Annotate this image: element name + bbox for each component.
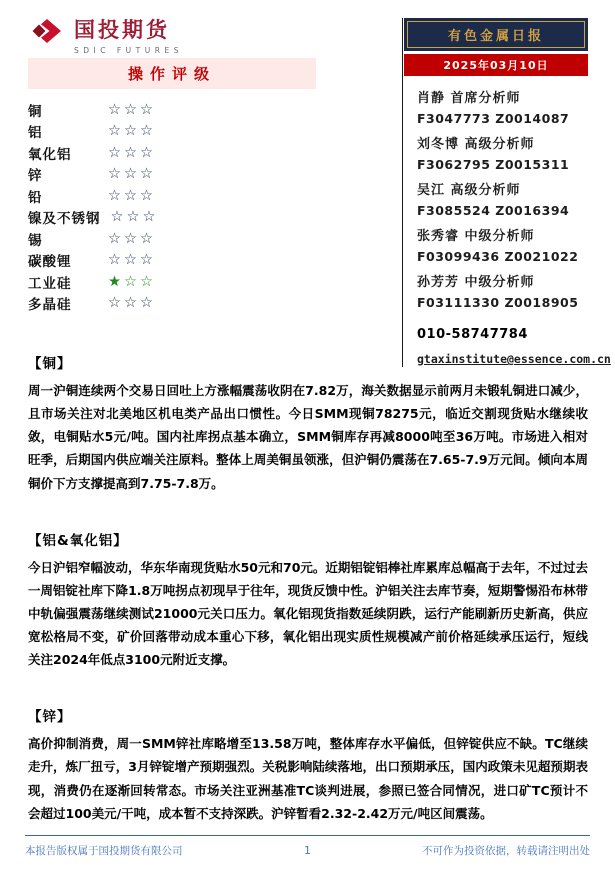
analyst-name: 孙芳芳 中级分析师 — [417, 275, 535, 290]
rating-label: 铜 — [28, 103, 43, 120]
rating-label: 锡 — [28, 232, 43, 249]
phone-number: 010-58747784 — [417, 327, 528, 342]
logo-subtitle: SDIC FUTURES — [74, 46, 183, 55]
rating-stars-icon: ★☆☆ — [108, 273, 156, 290]
rating-label: 氧化铝 — [28, 146, 72, 163]
rating-stars-icon: ☆☆☆ — [108, 187, 156, 204]
report-date: 2025年03月10日 — [404, 54, 588, 76]
rating-row — [28, 142, 316, 164]
rating-label: 工业硅 — [28, 275, 72, 292]
rating-label: 铅 — [28, 189, 43, 206]
analyst-id: F3047773 Z0014087 — [417, 111, 570, 126]
analyst-entry — [417, 228, 588, 265]
rating-stars-icon: ☆☆☆ — [108, 101, 156, 118]
rating-row — [28, 293, 316, 315]
analyst-id: F03111330 Z0018905 — [417, 295, 579, 310]
report-title-box — [404, 18, 588, 51]
section-title: 【铜】 — [28, 356, 72, 372]
section-text: 高价抑制消费，周一SMM锌社库略增至13.58万吨，整体库存水平偏低，但锌锭供应不缺。TC继续走升，炼厂扭亏，3月锌锭增产预期强烈。关税影响陆续落地，出口预期承压，国内政策未见超预期表现，消费仍在逐渐回转常态。市场关注亚洲基准TC谈判进展，参照已签合同情况，进口矿TC预计不会超过100美元/干吨，成本暂不支持深跌。沪锌暂看2.32-2.42万元/吨区间震荡。 — [28, 736, 588, 821]
analyst-entry — [417, 136, 588, 173]
rating-label: 镍及不锈钢 — [28, 211, 101, 228]
analyst-entry — [417, 182, 588, 219]
analyst-entry — [417, 90, 588, 127]
ratings-header: 操作评级 — [28, 58, 316, 89]
logo-title: 国投期货 — [74, 18, 170, 42]
rating-row — [28, 164, 316, 186]
section-copper — [28, 352, 588, 495]
rating-label: 铝 — [28, 125, 43, 142]
analyst-name: 张秀睿 中级分析师 — [417, 229, 535, 244]
page-footer — [25, 835, 590, 858]
logo — [28, 14, 183, 55]
section-title: 【锌】 — [28, 709, 72, 726]
footer-copyright: 本报告版权属于国投期货有限公司 — [25, 845, 183, 857]
rating-stars-icon: ☆☆☆ — [108, 144, 156, 161]
analyst-name: 刘冬博 高级分析师 — [417, 137, 535, 152]
report-title: 有色金属日报 — [407, 21, 585, 48]
rating-label: 锌 — [28, 168, 43, 185]
rating-stars-icon: ☆☆☆ — [108, 166, 156, 182]
rating-row — [28, 185, 316, 207]
analyst-id: F3085524 Z0016394 — [417, 203, 570, 218]
rating-row — [28, 271, 316, 293]
rating-row — [28, 121, 316, 143]
section-aluminum-alumina — [28, 529, 588, 672]
analyst-list — [403, 90, 588, 311]
analyst-id: F3062795 Z0015311 — [417, 157, 570, 172]
right-column — [402, 18, 611, 367]
section-zinc — [28, 705, 588, 825]
report-body — [28, 352, 588, 859]
ratings-block — [28, 58, 316, 314]
rating-row — [28, 99, 316, 121]
rating-stars-icon: ☆☆☆ — [108, 123, 156, 139]
rating-row — [28, 207, 316, 229]
rating-stars-icon: ☆☆☆ — [110, 209, 159, 225]
footer-page-number: 1 — [304, 844, 311, 857]
sdic-logo-icon — [28, 18, 66, 52]
section-text: 今日沪铝窄幅波动，华东华南现货贴水50元和70元。近期铝锭铝棒社库累库总幅高于去年，不过过去一周铝锭社库下降1.8万吨拐点初现早于往年，现货反馈中性。沪铝关注去库节奏，短期警惕沿布林带中轨偏强震荡继续测试21000元关口压力。氧化铝现货指数延续阴跌，运行产能刷新历史新高，供应宽松格局不变，矿价回落带动成本重心下移，氧化铝出现实质性规模减产前价格延续承压运行，短线关注2024年低点3100元附近支撑。 — [28, 559, 588, 668]
rating-stars-icon: ☆☆☆ — [108, 252, 156, 268]
analyst-name: 吴江 高级分析师 — [417, 183, 521, 198]
section-title: 【铝&氧化铝】 — [28, 532, 128, 549]
rating-label: 多晶硅 — [28, 297, 72, 314]
rating-stars-icon: ☆☆☆ — [108, 295, 156, 311]
analyst-entry — [417, 274, 588, 311]
rating-row — [28, 250, 316, 272]
ratings-list — [28, 99, 316, 314]
section-text: 周一沪铜连续两个交易日回吐上方涨幅震荡收阴在7.82万，海关数据显示前两月未锻轧铜进口减少，且市场关注对北美地区机电类产品出口惯性。今日SMM现铜78275元，临近交割现货贴水继续收敛，电铜贴水5元/吨。国内社库拐点基本确立，SMM铜库存再减8000吨至36万吨。市场进入相对旺季，后期国内供应端关注原料。整体上周美铜虽领涨，但沪铜仍震荡在7.65-7.9万元间。倾向本周铜价下方支撑提高到7.75-7.8万。 — [28, 383, 588, 491]
rating-label: 碳酸锂 — [28, 254, 72, 271]
footer-disclaimer: 不可作为投资依据，转载请注明出处 — [422, 845, 590, 857]
analyst-id: F03099436 Z0021022 — [417, 249, 579, 264]
rating-stars-icon: ☆☆☆ — [108, 230, 156, 247]
rating-row — [28, 228, 316, 250]
analyst-name: 肖静 首席分析师 — [417, 91, 521, 106]
email-link[interactable]: gtaxinstitute@essence.com.cn — [417, 352, 611, 366]
